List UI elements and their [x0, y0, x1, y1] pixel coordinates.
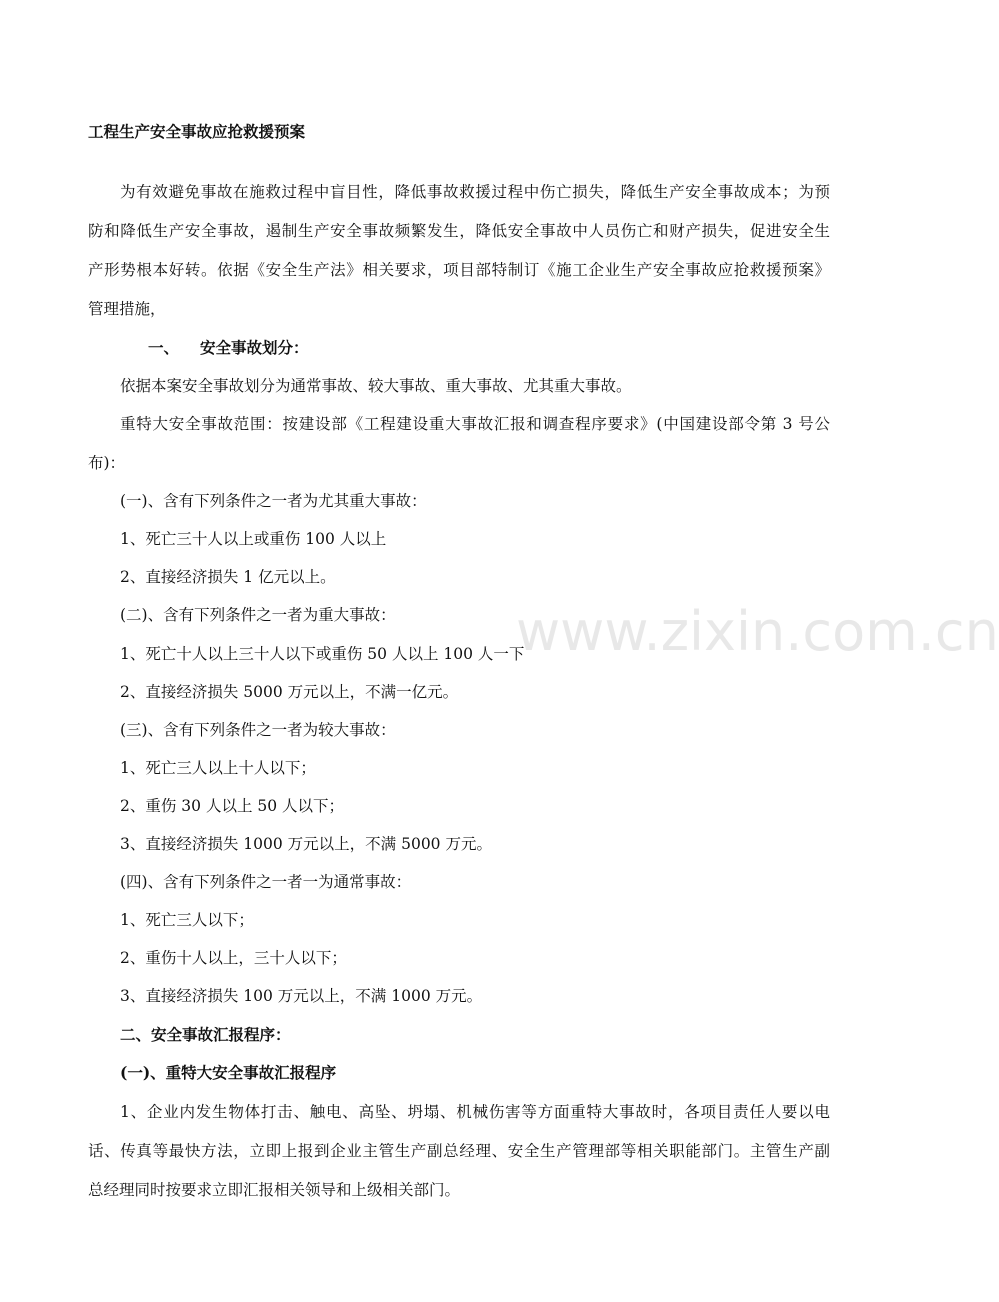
list-item: 2、直接经济损失 5000 万元以上，不满一亿元。 — [120, 683, 459, 701]
list-item: (二)、含有下列条件之一者为重大事故： — [120, 606, 396, 624]
list-item: (四)、含有下列条件之一者一为通常事故： — [120, 873, 412, 891]
section2-heading: 二、安全事故汇报程序： — [120, 1025, 291, 1044]
section2-para-line-2: 话、传真等最快方法，立即上报到企业主管生产副总经理、安全生产管理部等相关职能部门。主管生产副 — [88, 1142, 830, 1160]
section1-heading: 安全事故划分： — [200, 338, 309, 357]
section2-sub1-heading: (一)、重特大安全事故汇报程序 — [120, 1063, 337, 1082]
list-item: 2、重伤 30 人以上 50 人以下； — [120, 797, 345, 815]
section2-para-line-1: 1、企业内发生物体打击、触电、高坠、坍塌、机械伤害等方面重特大事故时，各项目责任人要以电 — [120, 1103, 830, 1121]
list-item: 3、直接经济损失 1000 万元以上，不满 5000 万元。 — [120, 835, 492, 853]
scope-line-2: 布)： — [88, 454, 126, 472]
watermark: www.zixin.com.cn — [516, 600, 999, 663]
intro-line-3: 产形势根本好转。依据《安全生产法》相关要求，项目部特制订《施工企业生产安全事故应抢救援预案》 — [88, 261, 830, 279]
section1-number: 一、 — [148, 338, 180, 357]
intro-line-1: 为有效避免事故在施救过程中盲目性，降低事故救援过程中伤亡损失，降低生产安全事故成本；为预 — [120, 183, 830, 201]
scope-line-1: 重特大安全事故范围：按建设部《工程建设重大事故汇报和调查程序要求》(中国建设部令第 3 号公 — [120, 415, 830, 433]
list-item: 3、直接经济损失 100 万元以上，不满 1000 万元。 — [120, 987, 483, 1005]
classification-text: 依据本案安全事故划分为通常事故、较大事故、重大事故、尤其重大事故。 — [120, 377, 632, 395]
intro-line-2: 防和降低生产安全事故，遏制生产安全事故频繁发生，降低安全事故中人员伤亡和财产损失，促进安全生 — [88, 222, 830, 240]
list-item: 1、死亡三十人以上或重伤 100 人以上 — [120, 530, 387, 548]
section2-para-line-3: 总经理同时按要求立即汇报相关领导和上级相关部门。 — [88, 1181, 461, 1199]
list-item: (三)、含有下列条件之一者为较大事故： — [120, 721, 396, 739]
list-item: (一)、含有下列条件之一者为尤其重大事故： — [120, 492, 427, 510]
list-item: 1、死亡十人以上三十人以下或重伤 50 人以上 100 人一下 — [120, 645, 525, 663]
list-item: 2、重伤十人以上，三十人以下； — [120, 949, 347, 967]
list-item: 1、死亡三人以上十人以下； — [120, 759, 316, 777]
document-title: 工程生产安全事故应抢救援预案 — [88, 122, 306, 141]
list-item: 1、死亡三人以下； — [120, 911, 254, 929]
intro-line-4: 管理措施， — [88, 300, 166, 318]
list-item: 2、直接经济损失 1 亿元以上。 — [120, 568, 336, 586]
